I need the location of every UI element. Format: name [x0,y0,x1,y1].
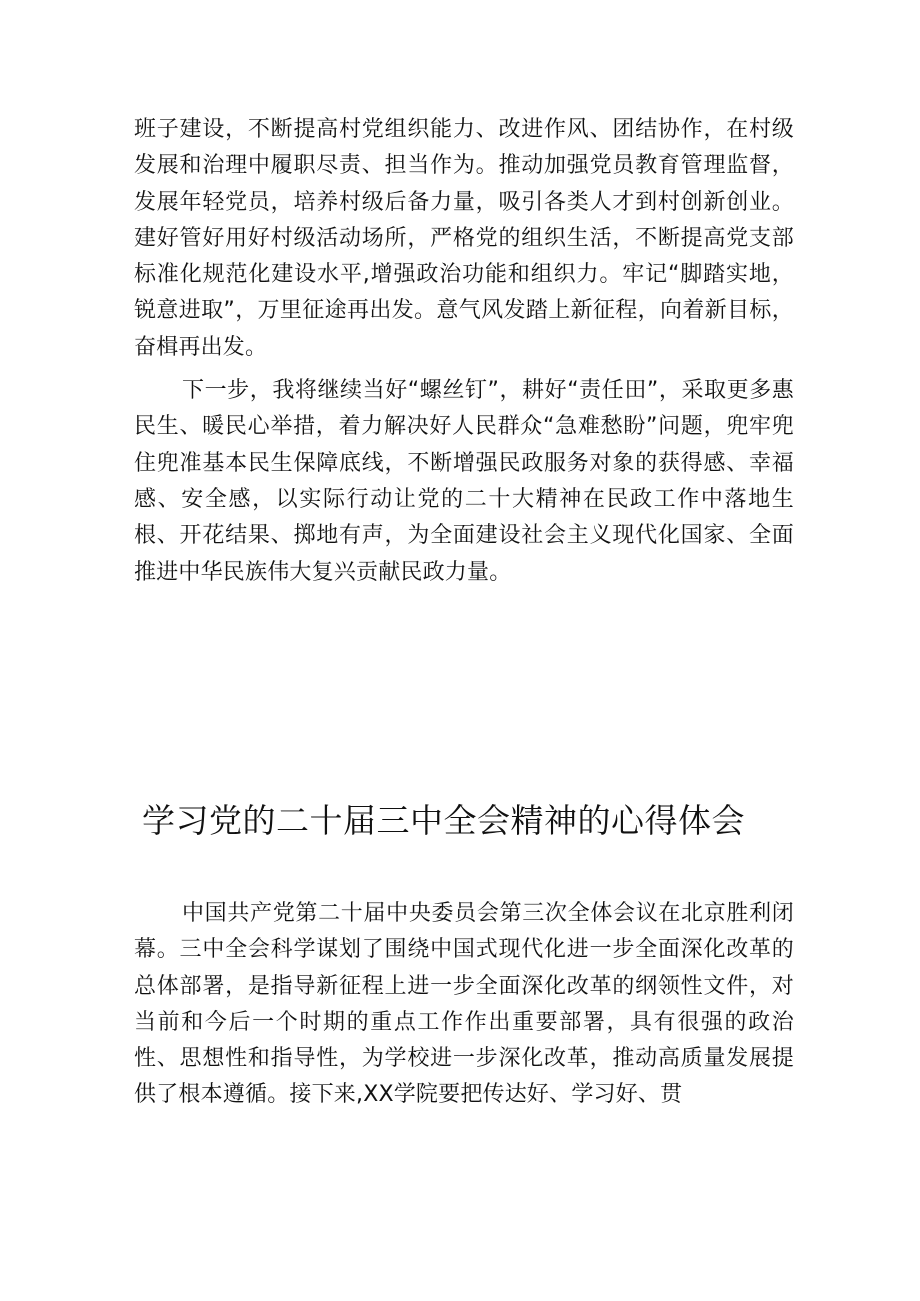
paragraph-next-steps: 下一步，我将继续当好“螺丝钉”，耕好“责任田”，采取更多惠民生、暖民心举措，着力解决好人民群众“急难愁盼”问题，兜牢兜住兜准基本民生保障底线，不断增强民政服务对象的获得感、幸福感、安全感，以实际行动让党的二十大精神在民政工作中落地生根、开花结果、掷地有声，为全面建设社会主义现代化国家、全面推进中华民族伟大复兴贡献民政力量。 [134,378,794,585]
section-heading: 学习党的二十届三中全会精神的心得体会 [142,801,745,840]
paragraph-continuation: 班子建设，不断提高村党组织能力、改进作风、团结协作，在村级发展和治理中履职尽责、担当作为。推动加强党员教育管理监督，发展年轻党员，培养村级后备力量，吸引各类人才到村创新创业。建好管好用好村级活动场所，严格党的组织生活，不断提高党支部标准化规范化建设水平,增强政治功能和组织力。牢记“脚踏实地，锐意进取”，万里征途再出发。意气风发踏上新征程，向着新目标，奋楫再出发。 [134,117,794,360]
paragraph-plenum-intro: 中国共产党第二十届中央委员会第三次全体会议在北京胜利闭幕。三中全会科学谋划了围绕中国式现代化进一步全面深化改革的总体部署，是指导新征程上进一步全面深化改革的纲领性文件，对当前和今后一个时期的重点工作作出重要部署，具有很强的政治性、思想性和指导性，为学校进一步深化改革，推动高质量发展提供了根本遵循。接下来,XX学院要把传达好、学习好、贯 [134,901,794,1108]
body-text-top [134,112,794,591]
body-text-bottom [134,896,794,1114]
